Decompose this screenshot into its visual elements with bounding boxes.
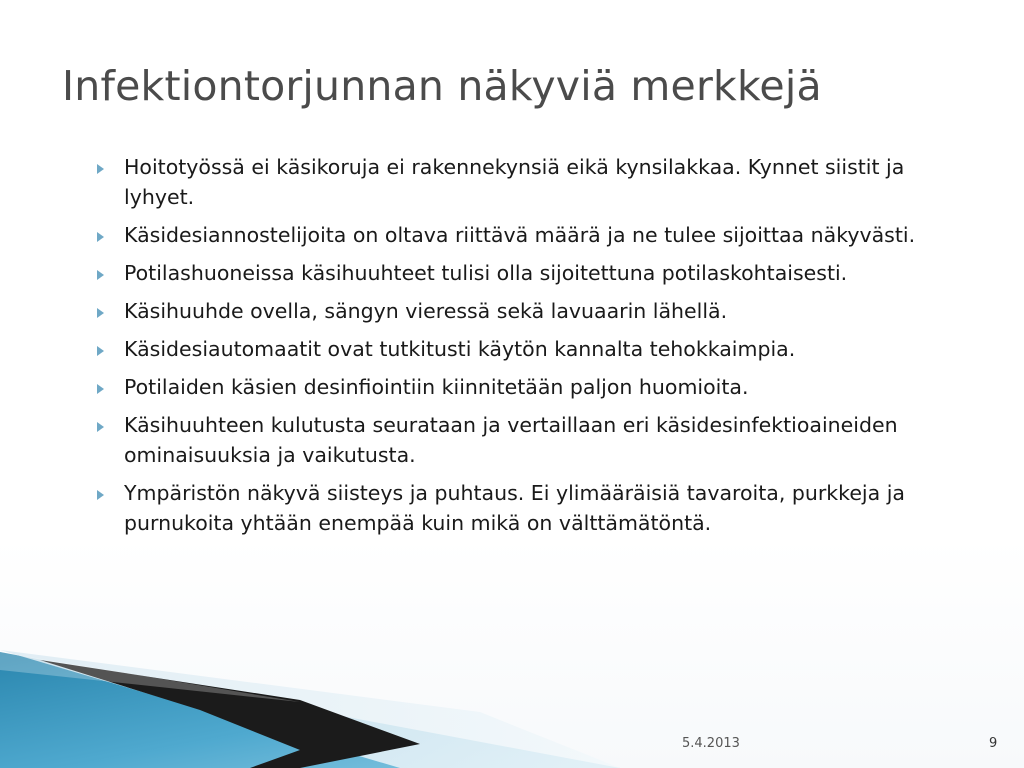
- bullet-arrow-icon: [97, 270, 104, 280]
- bullet-arrow-icon: [97, 384, 104, 394]
- bullet-arrow-icon: [97, 346, 104, 356]
- bullet-item: [95, 296, 975, 326]
- bullet-list: [95, 152, 975, 546]
- bullet-arrow-icon: [97, 232, 104, 242]
- bullet-text: Käsihuuhde ovella, sängyn vieressä sekä lavuaarin lähellä.: [124, 299, 728, 323]
- bullet-item: [95, 334, 975, 364]
- bullet-text: Hoitotyössä ei käsikoruja ei rakennekynsiä eikä kynsilakkaa. Kynnet siistit ja lyhyet.: [124, 155, 905, 209]
- slide-title: Infektiontorjunnan näkyviä merkkejä: [62, 62, 822, 110]
- bullet-item: [95, 478, 975, 538]
- bullet-arrow-icon: [97, 308, 104, 318]
- bottom-wave-decoration: [0, 640, 620, 768]
- page-number: 9: [989, 736, 998, 751]
- bullet-item: [95, 258, 975, 288]
- bullet-arrow-icon: [97, 164, 104, 174]
- bullet-text: Käsidesiannostelijoita on oltava riittävä määrä ja ne tulee sijoittaa näkyvästi.: [124, 223, 916, 247]
- bullet-text: Käsidesiautomaatit ovat tutkitusti käytön kannalta tehokkaimpia.: [124, 337, 796, 361]
- bullet-item: [95, 220, 975, 250]
- bullet-arrow-icon: [97, 422, 104, 432]
- bullet-text: Potilaiden käsien desinfiointiin kiinnitetään paljon huomioita.: [124, 375, 749, 399]
- bullet-text: Potilashuoneissa käsihuuhteet tulisi olla sijoitettuna potilaskohtaisesti.: [124, 261, 848, 285]
- bullet-item: [95, 410, 975, 470]
- bullet-text: Ympäristön näkyvä siisteys ja puhtaus. Ei ylimääräisiä tavaroita, purkkeja ja purnukoita yhtään enempää kuin mikä on välttämätöntä.: [124, 481, 905, 535]
- bullet-text: Käsihuuhteen kulutusta seurataan ja vertaillaan eri käsidesinfektioaineiden ominaisuuksia ja vaikutusta.: [124, 413, 898, 467]
- bullet-item: [95, 152, 975, 212]
- bullet-arrow-icon: [97, 490, 104, 500]
- bullet-item: [95, 372, 975, 402]
- footer-date: 5.4.2013: [682, 736, 740, 751]
